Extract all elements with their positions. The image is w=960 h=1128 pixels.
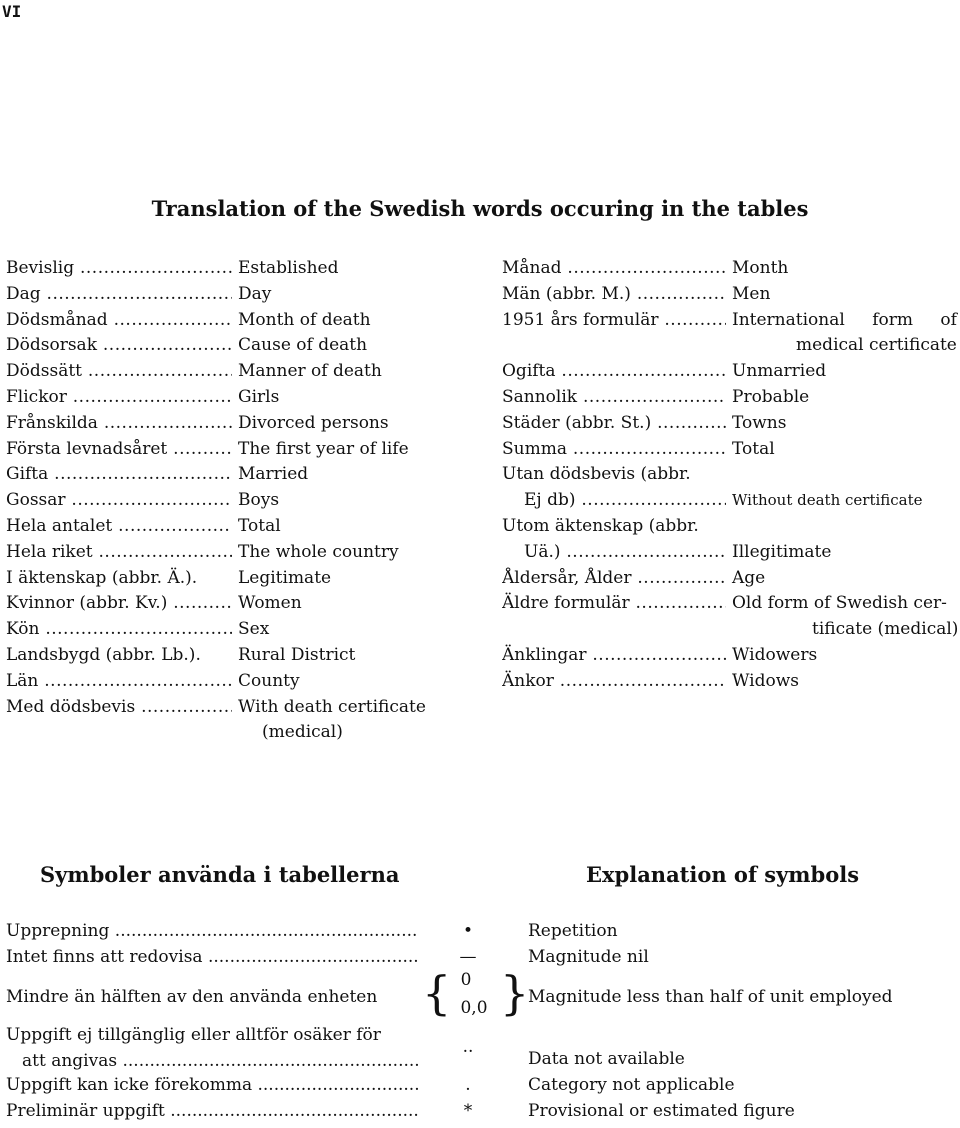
swedish-term: I äktenskap (abbr. Ä.). <box>6 567 198 588</box>
english-term: (medical) <box>262 722 343 743</box>
symbol-row <box>0 1072 960 1098</box>
symbol-mark: — <box>459 947 477 967</box>
english-term: Month of death <box>238 309 371 330</box>
swedish-term: Dag ..... <box>6 282 232 308</box>
swedish-term: Landsbygd (abbr. Lb.). <box>6 644 201 665</box>
english-term: Towns <box>732 412 787 433</box>
swedish-term: Gossar ..... <box>6 488 232 514</box>
symbol-row <box>0 918 960 944</box>
right-brace: } <box>500 966 530 1020</box>
symbol-swedish: Mindre än hälften av den använda enheten <box>6 987 378 1007</box>
symbol-english: Repetition <box>528 921 618 941</box>
english-term: With death certificate <box>238 696 426 717</box>
swedish-term: Flickor ..... <box>6 385 232 411</box>
symbol-swedish: Intet finns att redovisa ..... <box>6 944 418 970</box>
english-term: Married <box>238 464 309 485</box>
swedish-term: Ej db) ..... <box>502 488 726 514</box>
symbol-swedish: Preliminär uppgift ..... <box>6 1098 418 1124</box>
english-term: Month <box>732 258 789 278</box>
english-term: Divorced persons <box>238 412 389 433</box>
english-term: Illegitimate <box>732 541 832 562</box>
swedish-term: Utan dödsbevis (abbr. <box>502 464 691 485</box>
left-brace: { <box>422 966 452 1020</box>
swedish-term: Gifta ..... <box>6 462 232 488</box>
english-term: Widowers <box>732 644 818 665</box>
symbol-swedish-continued: att angivas ..... <box>22 1048 418 1074</box>
symbol-english: Magnitude nil <box>528 947 649 967</box>
english-term: Total <box>238 515 281 536</box>
english-term: Boys <box>238 490 280 511</box>
symbol-row <box>0 966 960 1026</box>
swedish-term: Änkor ..... <box>502 669 726 695</box>
page-title: Translation of the Swedish words occuring in the tables <box>151 196 809 221</box>
english-term: Manner of death <box>238 361 382 382</box>
english-term: Unmarried <box>732 361 827 382</box>
symbol-english: Provisional or estimated figure <box>528 1101 795 1121</box>
english-term: Women <box>238 593 302 614</box>
symbol-english: Data not available <box>528 1049 685 1069</box>
swedish-term: Månad ..... <box>502 256 726 282</box>
symbol-swedish: Uppgift ej tillgänglig eller alltför osäker för <box>6 1025 381 1045</box>
swedish-term: Kvinnor (abbr. Kv.) ..... <box>6 591 232 617</box>
swedish-term: Åldersår, Ålder ..... <box>502 566 726 592</box>
swedish-term: Län ..... <box>6 669 232 695</box>
english-term: Sex <box>238 619 270 640</box>
english-term: Girls <box>238 386 280 407</box>
swedish-term: 1951 års formulär ..... <box>502 308 726 334</box>
english-term: Widows <box>732 670 800 691</box>
english-term: Established <box>238 258 339 278</box>
symbol-mark-secondary: 0,0 <box>460 998 488 1018</box>
symbols-heading-swedish: Symboler använda i tabellerna <box>40 862 400 887</box>
english-term: The first year of life <box>238 438 409 459</box>
symbol-mark: 0 <box>460 970 472 990</box>
swedish-term: Äldre formulär ..... <box>502 591 726 617</box>
english-term: The whole country <box>238 541 399 562</box>
swedish-term: Första levnadsåret ..... <box>6 437 232 463</box>
symbol-mark: * <box>463 1101 473 1121</box>
english-term: Total <box>732 438 775 459</box>
swedish-term: Dödsorsak ..... <box>6 333 232 359</box>
english-term: Day <box>238 283 272 304</box>
symbol-swedish: Uppgift kan icke förekomma ..... <box>6 1072 418 1098</box>
english-term: medical certificate <box>796 335 957 356</box>
swedish-term: Sannolik ..... <box>502 385 726 411</box>
english-term: Probable <box>732 386 810 407</box>
english-term: Legitimate <box>238 567 332 588</box>
swedish-term: Med dödsbevis ..... <box>6 695 232 721</box>
english-term: Age <box>732 567 766 588</box>
english-term: tificate (medical) <box>812 619 959 640</box>
swedish-term: Frånskilda ..... <box>6 411 232 437</box>
symbol-row <box>0 1022 960 1074</box>
english-term: Rural District <box>238 644 356 665</box>
english-term: International form of <box>732 309 957 330</box>
swedish-term: Änklingar ..... <box>502 643 726 669</box>
symbol-english: Category not applicable <box>528 1075 735 1095</box>
swedish-term: Bevislig ..... <box>6 256 232 282</box>
swedish-term: Män (abbr. M.) ..... <box>502 282 726 308</box>
symbol-mark: . <box>465 1075 471 1095</box>
swedish-term: Ogifta ..... <box>502 359 726 385</box>
swedish-term: Hela antalet ..... <box>6 514 232 540</box>
symbol-row <box>0 1098 960 1124</box>
swedish-term: Summa ..... <box>502 437 726 463</box>
english-term: Cause of death <box>238 335 368 356</box>
swedish-term: Kön ..... <box>6 617 232 643</box>
swedish-term: Städer (abbr. St.) ..... <box>502 411 726 437</box>
swedish-term: Dödsmånad ..... <box>6 308 232 334</box>
swedish-term: Dödssätt ..... <box>6 359 232 385</box>
english-term: Men <box>732 283 771 304</box>
page-number: VI <box>2 2 22 21</box>
english-term: Old form of Swedish cer- <box>732 593 947 614</box>
english-term: County <box>238 670 300 691</box>
symbol-swedish: Upprepning ..... <box>6 918 418 944</box>
english-term: Without death certificate <box>732 491 923 510</box>
symbol-mark: • <box>462 921 474 941</box>
swedish-term: Utom äktenskap (abbr. <box>502 515 699 536</box>
swedish-term: Uä.) ..... <box>502 540 726 566</box>
symbol-mark: .. <box>462 1037 474 1057</box>
swedish-term: Hela riket ..... <box>6 540 232 566</box>
symbols-heading-english: Explanation of symbols <box>586 862 860 887</box>
symbol-english: Magnitude less than half of unit employed <box>528 987 893 1007</box>
